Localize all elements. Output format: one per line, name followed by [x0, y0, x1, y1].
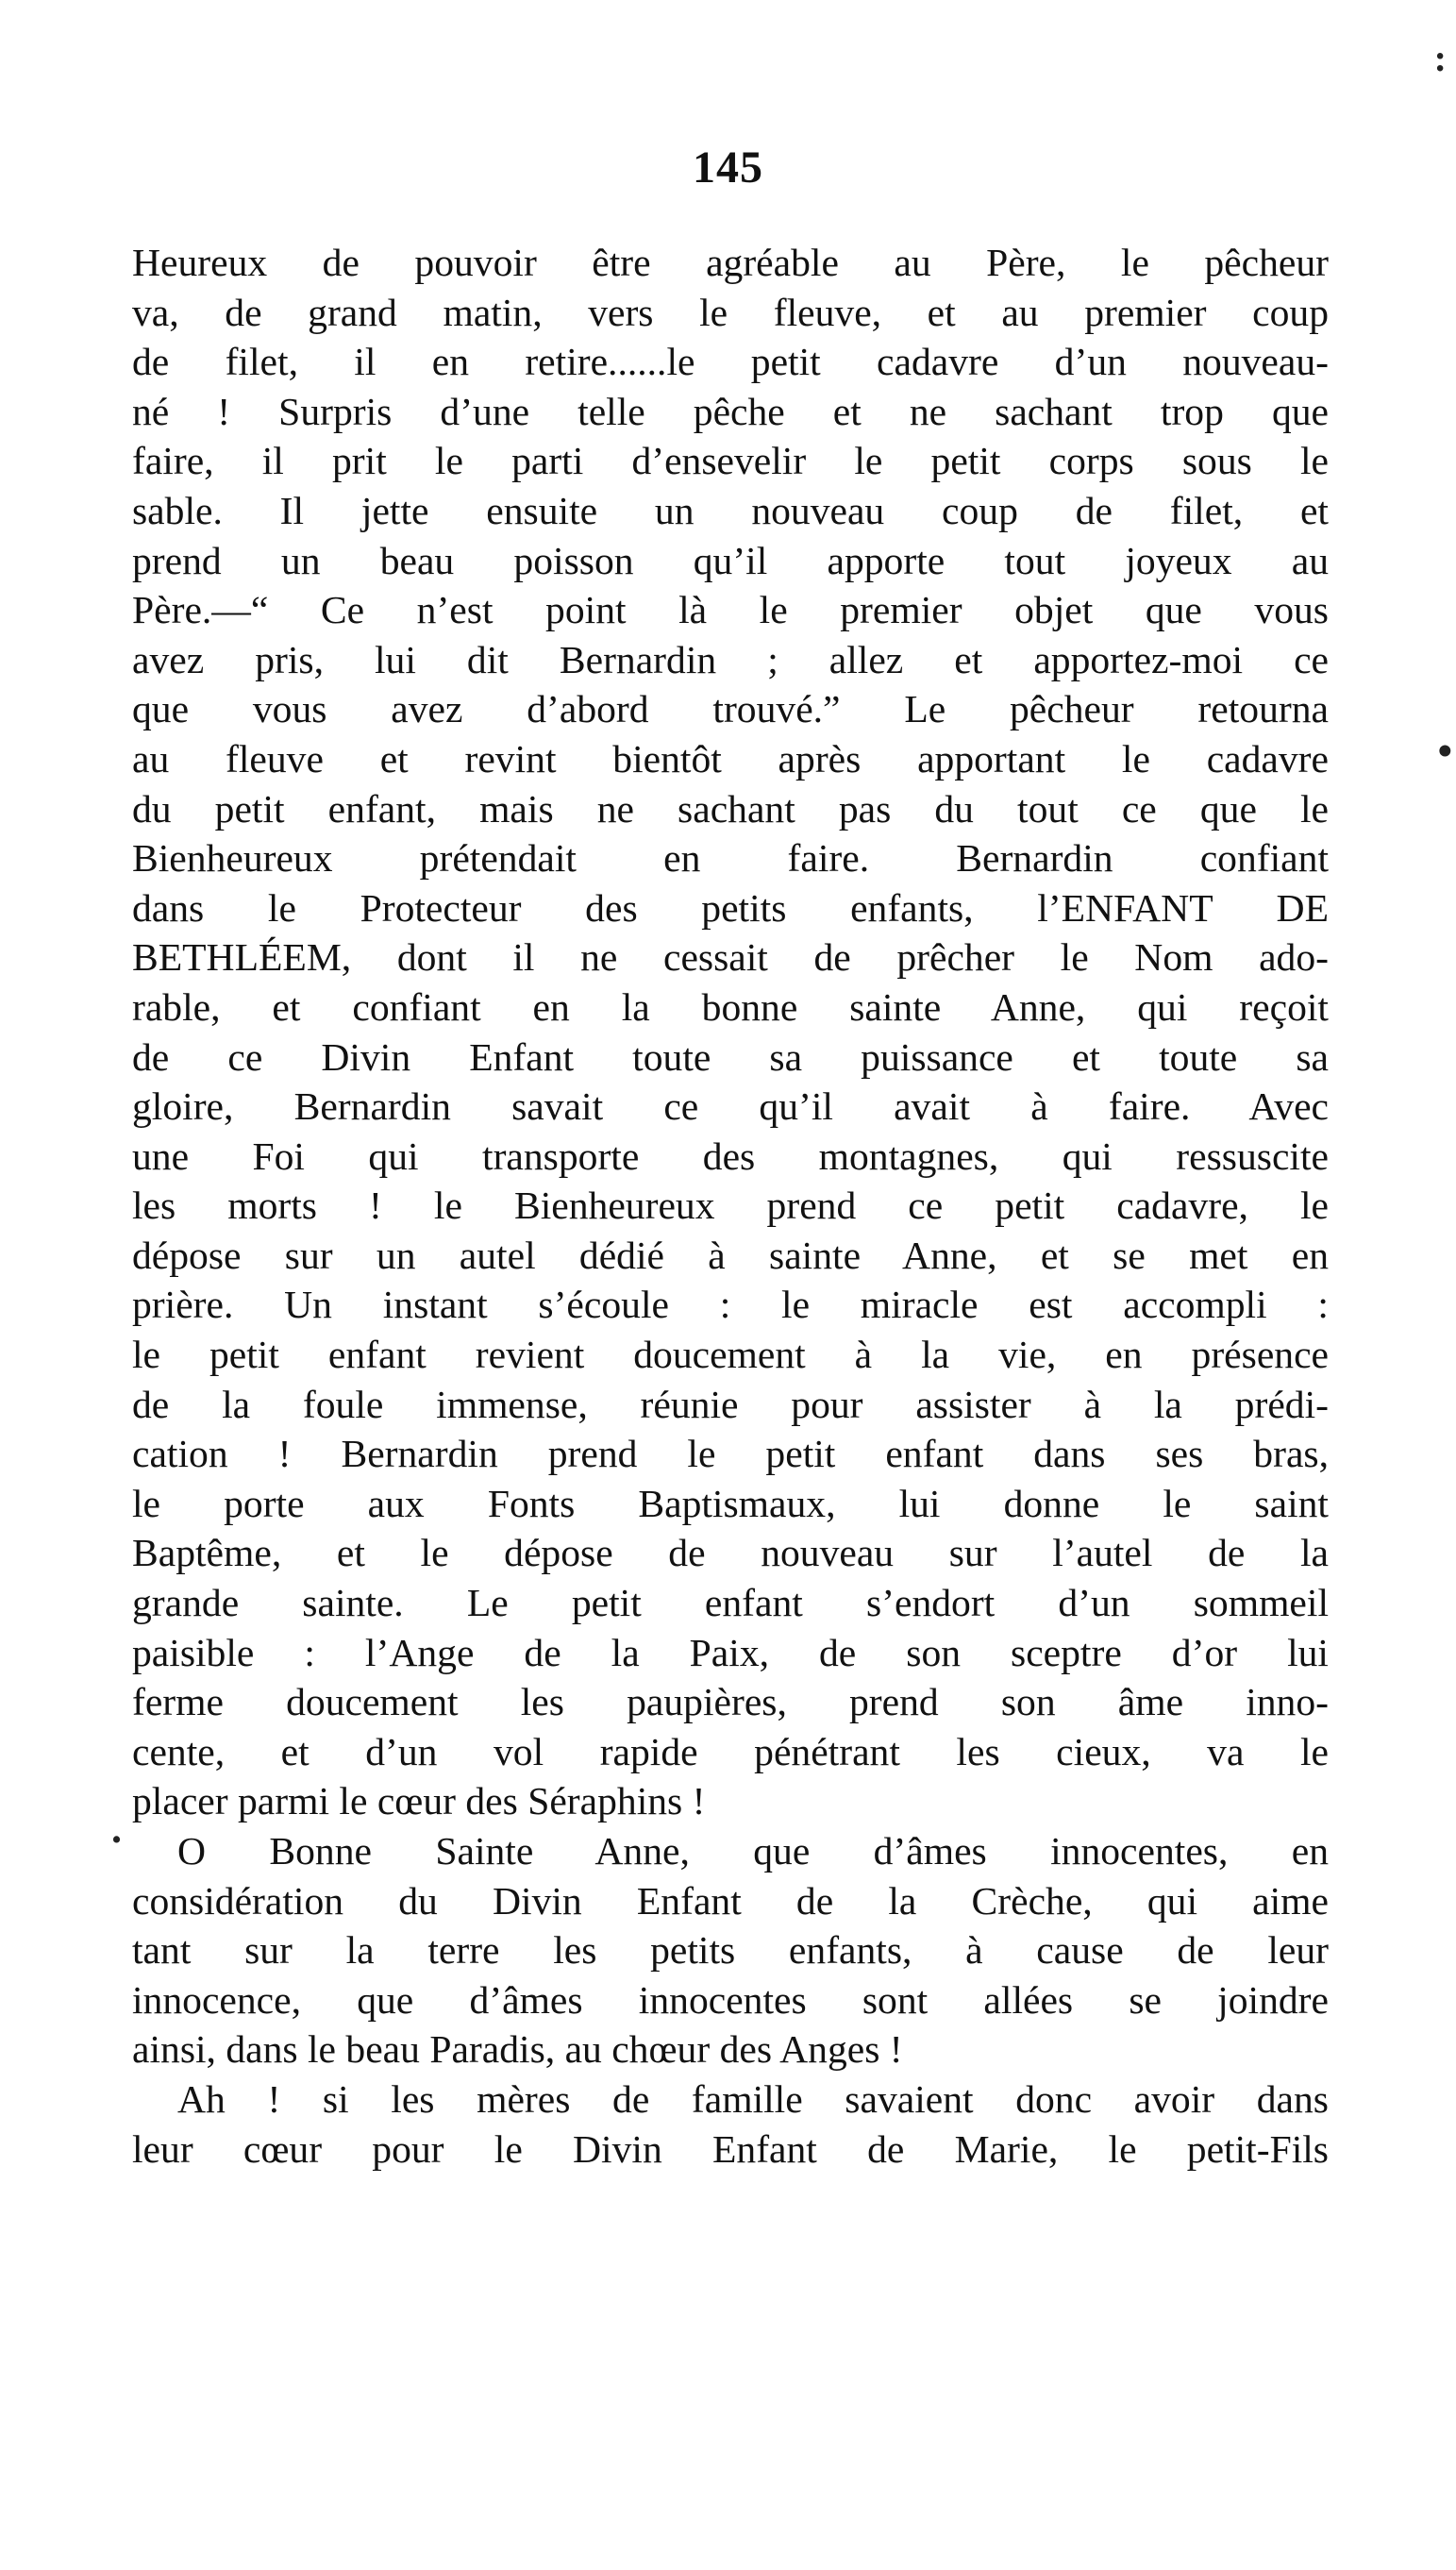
text-line: innocence, que d’âmes innocentes sont allées se joindre: [132, 1977, 1329, 2022]
text-line: les morts ! le Bienheureux prend ce petit cadavre, le: [132, 1184, 1329, 1228]
text-line: sable. Il jette ensuite un nouveau coup de filet, et: [132, 488, 1329, 532]
text-line: BETHLÉEM, dont il ne cessait de prêcher le Nom ado-: [132, 935, 1329, 980]
page-number: 145: [693, 143, 763, 193]
text-line: Heureux de pouvoir être agréable au Père, le pêcheur: [132, 241, 1329, 284]
text-line: cente, et d’un vol rapide pénétrant les cieux, va le: [132, 1729, 1329, 1773]
text-line: ferme doucement les paupières, prend son âme inno-: [132, 1680, 1329, 1724]
text-line: né ! Surpris d’une telle pêche et ne sachant trop que: [132, 389, 1329, 433]
text-line: Ah ! si les mères de famille savaient donc avoir dans: [177, 2076, 1329, 2121]
text-line: prière. Un instant s’écoule : le miracle est accompli :: [132, 1283, 1329, 1327]
text-line: dans le Protecteur des petits enfants, l’ENFANT DE: [132, 885, 1329, 930]
text-line: Bienheureux prétendait en faire. Bernardin confiant: [132, 836, 1329, 881]
text-line: faire, il prit le parti d’ensevelir le petit corps sous le: [132, 439, 1329, 483]
text-line: le petit enfant revient doucement à la vie, en présence: [132, 1333, 1329, 1377]
text-line: placer parmi le cœur des Séraphins !: [132, 1779, 706, 1823]
text-line: de filet, il en retire......le petit cadavre d’un nouveau-: [132, 340, 1329, 384]
text-line: de la foule immense, réunie pour assister à la prédi-: [132, 1382, 1329, 1426]
margin-mark-top-right: :: [1433, 37, 1447, 79]
text-line: que vous avez d’abord trouvé.” Le pêcheur retourna: [132, 687, 1329, 731]
margin-mark-left-dot: .: [111, 1806, 122, 1852]
text-line: dépose sur un autel dédié à sainte Anne, et se met en: [132, 1233, 1329, 1277]
text-line: cation ! Bernardin prend le petit enfant dans ses bras,: [132, 1432, 1329, 1476]
text-line: avez pris, lui dit Bernardin ; allez et apportez-moi ce: [132, 637, 1329, 681]
text-line: ainsi, dans le beau Paradis, au chœur des Anges !: [132, 2027, 903, 2072]
text-line: du petit enfant, mais ne sachant pas du tout ce que le: [132, 786, 1329, 831]
body-text: [132, 238, 1329, 2174]
text-line: tant sur la terre les petits enfants, à cause de leur: [132, 1928, 1329, 1973]
text-line: leur cœur pour le Divin Enfant de Marie, le petit-Fils: [132, 2126, 1329, 2171]
text-line: O Bonne Sainte Anne, que d’âmes innocentes, en: [177, 1829, 1329, 1873]
text-line: de ce Divin Enfant toute sa puissance et toute sa: [132, 1034, 1329, 1079]
text-line: gloire, Bernardin savait ce qu’il avait à faire. Avec: [132, 1084, 1329, 1129]
text-line: va, de grand matin, vers le fleuve, et au premier coup: [132, 290, 1329, 334]
text-line: le porte aux Fonts Baptismaux, lui donne le saint: [132, 1481, 1329, 1525]
margin-mark-right-dot: •: [1437, 728, 1452, 774]
text-line: prend un beau poisson qu’il apporte tout joyeux au: [132, 538, 1329, 582]
text-line: au fleuve et revint bientôt après apportant le cadavre: [132, 736, 1329, 781]
text-line: Père.—“ Ce n’est point là le premier objet que vous: [132, 588, 1329, 632]
text-line: grande sainte. Le petit enfant s’endort d’un sommeil: [132, 1581, 1329, 1625]
text-line: Baptême, et le dépose de nouveau sur l’autel de la: [132, 1531, 1329, 1575]
text-line: une Foi qui transporte des montagnes, qui ressuscite: [132, 1134, 1329, 1178]
text-line: paisible : l’Ange de la Paix, de son sceptre d’or lui: [132, 1630, 1329, 1674]
text-line: considération du Divin Enfant de la Crèche, qui aime: [132, 1878, 1329, 1923]
text-line: rable, et confiant en la bonne sainte Anne, qui reçoit: [132, 984, 1329, 1029]
